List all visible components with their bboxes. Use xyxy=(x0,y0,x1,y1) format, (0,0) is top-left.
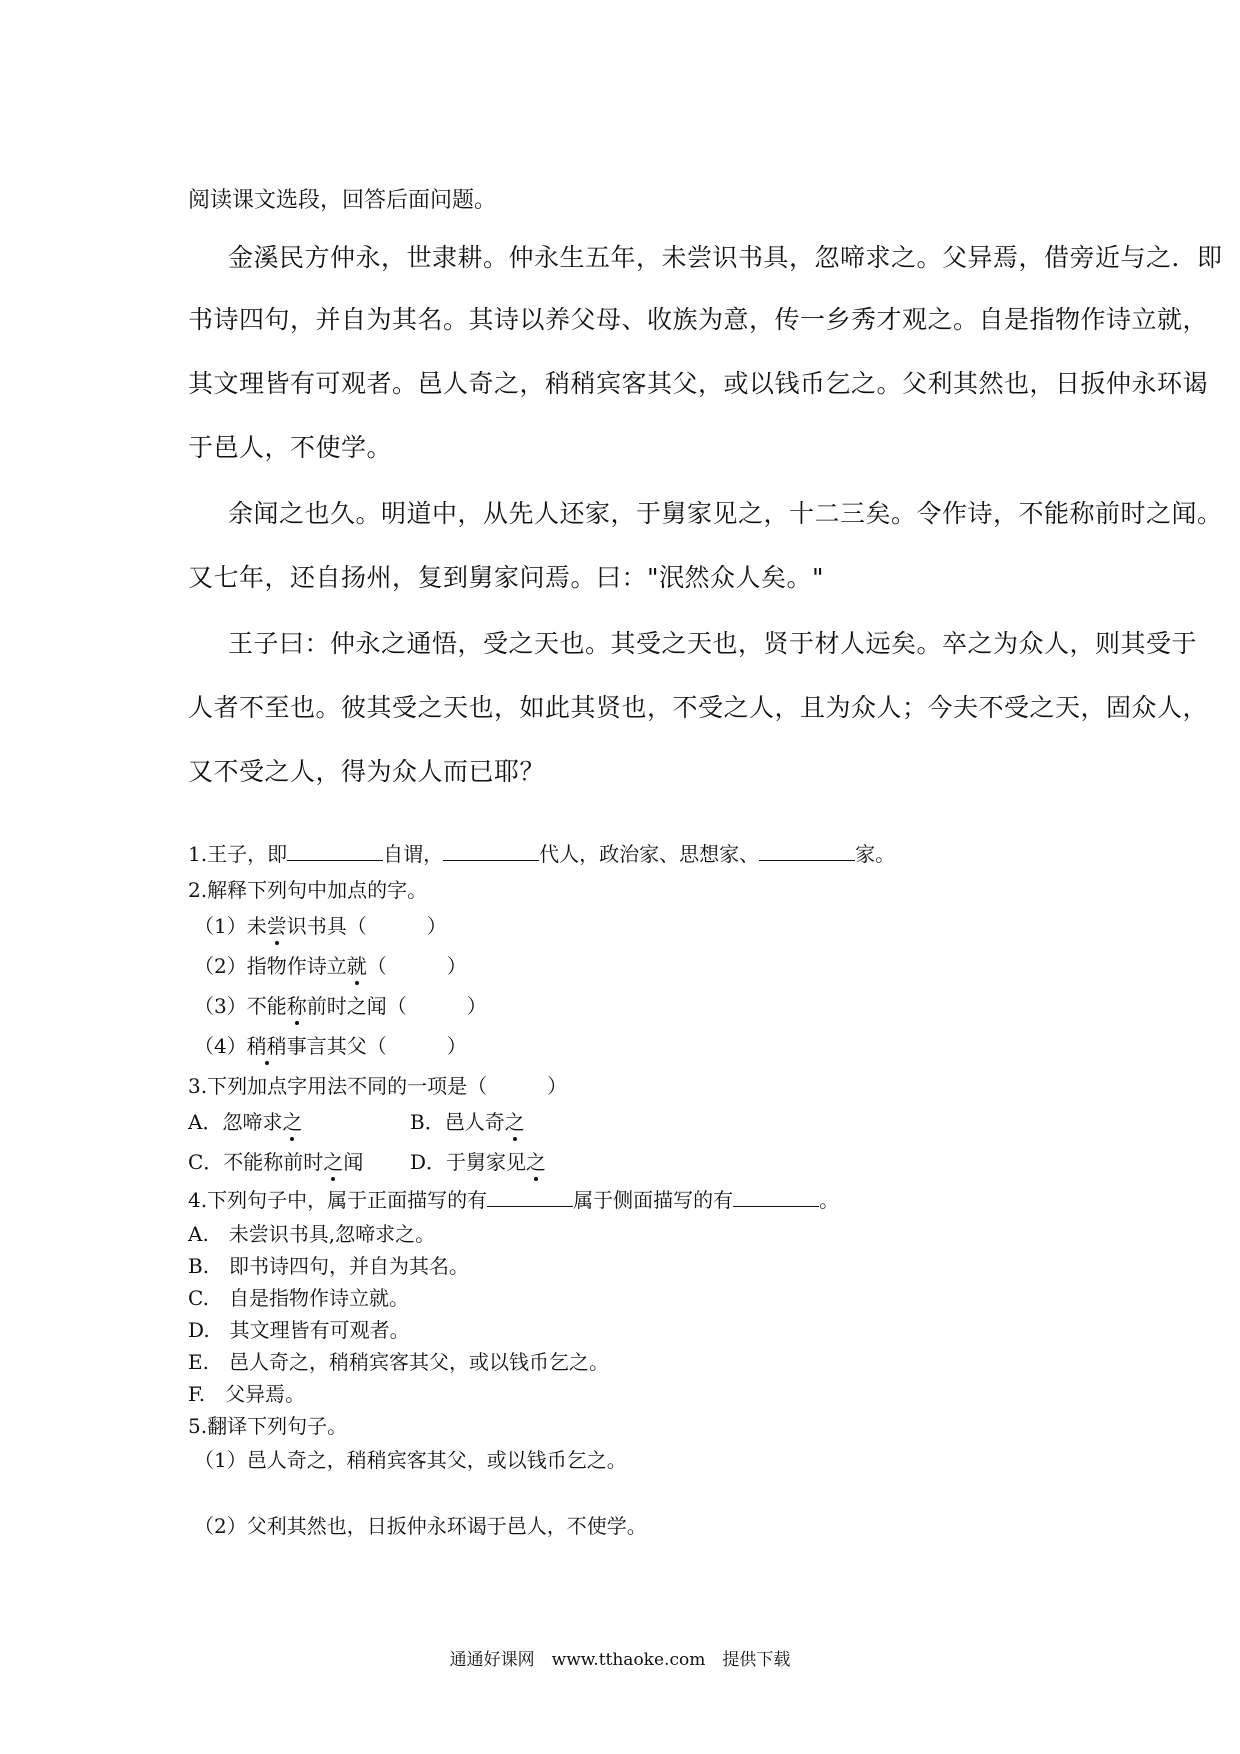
question-2-item: （3）不能称前时之闻（ ） xyxy=(194,990,487,1019)
question-4-option: F. 父异焉。 xyxy=(188,1382,306,1406)
dotted-char: 尝 xyxy=(267,910,287,939)
dotted-char: 之 xyxy=(323,1146,343,1175)
answer-blank[interactable] xyxy=(443,842,539,861)
question-1: 1.王子，即 自谓， 代人，政治家、思想家、 家。 xyxy=(188,842,896,866)
passage-line: 又不受之人，得为众人而已耶？ xyxy=(188,757,546,786)
dotted-char: 之 xyxy=(526,1146,546,1175)
question-5-item: （2）父利其然也，日扳仲永环谒于邑人，不使学。 xyxy=(194,1514,647,1538)
answer-blank[interactable] xyxy=(733,1188,819,1207)
dotted-char: 稍稍 xyxy=(247,1030,287,1059)
question-4-option: E. 邑人奇之，稍稍宾客其父，或以钱币乞之。 xyxy=(188,1350,609,1374)
answer-blank[interactable] xyxy=(759,842,855,861)
question-3-title: 3.下列加点字用法不同的一项是（ ） xyxy=(188,1074,568,1098)
question-5-item: （1）邑人奇之，稍稍宾客其父，或以钱币乞之。 xyxy=(194,1448,627,1472)
question-2-item: （1）未尝识书具（ ） xyxy=(194,910,447,939)
question-4: 4.下列句子中，属于正面描写的有 属于侧面描写的有 。 xyxy=(188,1188,840,1212)
question-3-option-d: D．于舅家见之 xyxy=(410,1146,546,1175)
question-4-option: A. 未尝识书具,忽啼求之。 xyxy=(188,1222,436,1246)
question-2-item: （4）稍稍事言其父（ ） xyxy=(194,1030,467,1059)
question-3-option-c: C．不能称前时之闻 xyxy=(188,1146,363,1175)
passage-line: 王子曰：仲永之通悟，受之天也。其受之天也，贤于材人远矣。卒之为众人，则其受于 xyxy=(228,629,1198,658)
question-4-option: C. 自是指物作诗立就。 xyxy=(188,1286,409,1310)
dotted-char: 称 xyxy=(287,990,307,1019)
passage-line: 余闻之也久。明道中，从先人还家，于舅家见之，十二三矣。令作诗，不能称前时之闻。 xyxy=(228,499,1223,528)
question-3-option-b: B．邑人奇之 xyxy=(410,1106,525,1135)
passage-line: 其文理皆有可观者。邑人奇之，稍稍宾客其父，或以钱币乞之。父利其然也，日扳仲永环谒 xyxy=(188,369,1209,398)
dotted-char: 就 xyxy=(347,950,367,979)
page-footer: 通通好课网 www.tthaoke.com 提供下载 xyxy=(449,1650,791,1670)
question-4-option: D. 其文理皆有可观者。 xyxy=(188,1318,410,1342)
passage-line: 金溪民方仲永，世隶耕。仲永生五年，未尝识书具，忽啼求之。父异焉，借旁近与之．即 xyxy=(228,243,1223,272)
intro-text: 阅读课文选段，回答后面问题。 xyxy=(188,188,497,213)
question-4-option: B. 即书诗四句，并自为其名。 xyxy=(188,1254,470,1278)
passage-line: 于邑人，不使学。 xyxy=(188,433,393,462)
question-3-option-a: A．忽啼求之 xyxy=(188,1106,302,1135)
passage-line: 又七年，还自扬州，复到舅家问焉。曰："泯然众人矣。" xyxy=(188,563,825,592)
dotted-char: 之 xyxy=(282,1106,302,1135)
answer-blank[interactable] xyxy=(287,842,383,861)
question-5-title: 5.翻译下列句子。 xyxy=(188,1414,348,1438)
dotted-char: 之 xyxy=(505,1106,525,1135)
answer-blank[interactable] xyxy=(487,1188,573,1207)
passage-line: 人者不至也。彼其受之天也，如此其贤也，不受之人，且为众人；今夫不受之天，固众人， xyxy=(188,693,1209,722)
question-2-item: （2）指物作诗立就（ ） xyxy=(194,950,467,979)
question-2-title: 2.解释下列句中加点的字。 xyxy=(188,878,428,902)
passage-line: 书诗四句，并自为其名。其诗以养父母、收族为意，传一乡秀才观之。自是指物作诗立就， xyxy=(188,305,1209,334)
